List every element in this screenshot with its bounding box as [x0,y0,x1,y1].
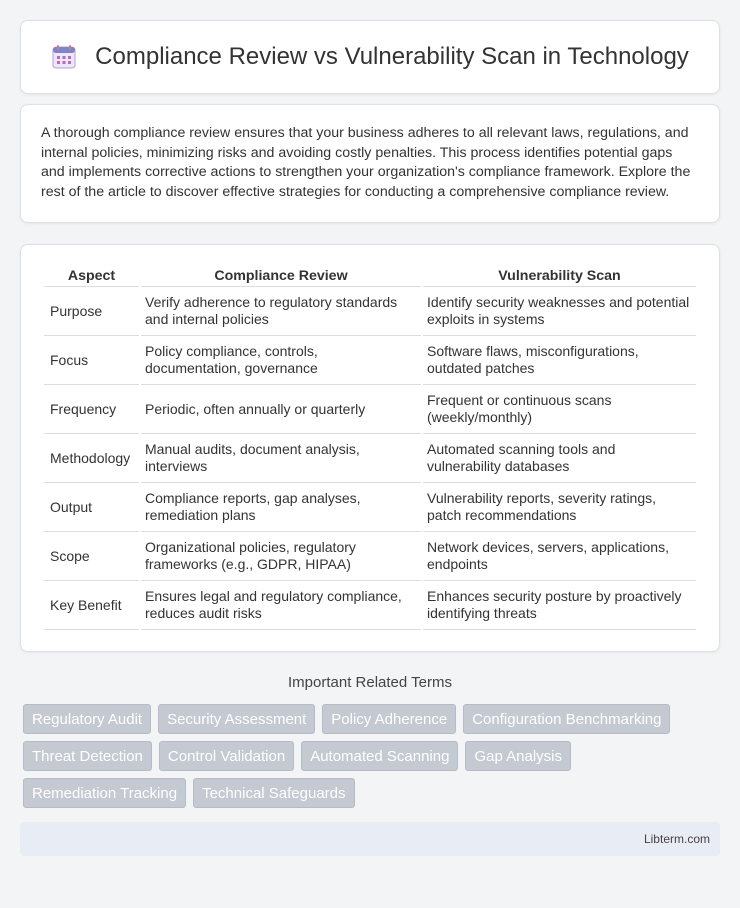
related-term-tag[interactable]: Remediation Tracking [23,778,186,808]
row-compliance-review: Verify adherence to regulatory standards and internal policies [141,287,421,336]
header-compliance-review: Compliance Review [141,266,421,287]
row-compliance-review: Ensures legal and regulatory compliance, reduces audit risks [141,581,421,630]
related-term-tag[interactable]: Automated Scanning [301,741,458,771]
header-aspect: Aspect [44,266,139,287]
row-aspect: Methodology [44,434,139,483]
related-terms-title: Important Related Terms [288,674,452,692]
row-aspect: Scope [44,532,139,581]
row-vulnerability-scan: Software flaws, misconfigurations, outdated patches [423,336,696,385]
related-term-tag[interactable]: Gap Analysis [465,741,571,771]
table-row [44,336,696,385]
table-row [44,434,696,483]
header-card [20,20,720,94]
related-terms-list [20,704,720,808]
row-compliance-review: Periodic, often annually or quarterly [141,385,421,434]
footer [20,822,720,856]
related-term-tag[interactable]: Control Validation [159,741,294,771]
row-compliance-review: Policy compliance, controls, documentation, governance [141,336,421,385]
table-row [44,385,696,434]
row-aspect: Frequency [44,385,139,434]
comparison-table [42,266,698,630]
comparison-table-card [20,244,720,652]
row-vulnerability-scan: Vulnerability reports, severity ratings, patch recommendations [423,483,696,532]
row-aspect: Purpose [44,287,139,336]
related-term-tag[interactable]: Threat Detection [23,741,152,771]
row-vulnerability-scan: Enhances security posture by proactively identifying threats [423,581,696,630]
table-row [44,483,696,532]
table-row [44,532,696,581]
intro-text: A thorough compliance review ensures that your business adheres to all relevant laws, regulations, and internal policies, minimizing risks and avoiding costly penalties. This process identifies potential gaps and implements corrective actions to strengthen your organization's compliance framework. Explore the rest of the article to discover effective strategies for conducting a comprehensive compliance review. [41,125,691,200]
row-vulnerability-scan: Network devices, servers, applications, endpoints [423,532,696,581]
table-row [44,581,696,630]
related-term-tag[interactable]: Configuration Benchmarking [463,704,670,734]
related-term-tag[interactable]: Technical Safeguards [193,778,354,808]
table-header-row [44,266,696,287]
page-title: Compliance Review vs Vulnerability Scan in Technology [95,43,689,70]
table-row [44,287,696,336]
related-term-tag[interactable]: Security Assessment [158,704,315,734]
row-compliance-review: Manual audits, document analysis, interviews [141,434,421,483]
row-vulnerability-scan: Identify security weaknesses and potential exploits in systems [423,287,696,336]
row-vulnerability-scan: Automated scanning tools and vulnerability databases [423,434,696,483]
header-vulnerability-scan: Vulnerability Scan [423,266,696,287]
footer-site-link[interactable]: Libterm.com [643,832,710,847]
related-term-tag[interactable]: Regulatory Audit [23,704,151,734]
related-term-tag[interactable]: Policy Adherence [322,704,456,734]
row-aspect: Focus [44,336,139,385]
row-compliance-review: Compliance reports, gap analyses, remediation plans [141,483,421,532]
row-vulnerability-scan: Frequent or continuous scans (weekly/monthly) [423,385,696,434]
intro-card [20,104,720,223]
row-aspect: Output [44,483,139,532]
row-aspect: Key Benefit [44,581,139,630]
calendar-icon [51,44,77,70]
row-compliance-review: Organizational policies, regulatory frameworks (e.g., GDPR, HIPAA) [141,532,421,581]
